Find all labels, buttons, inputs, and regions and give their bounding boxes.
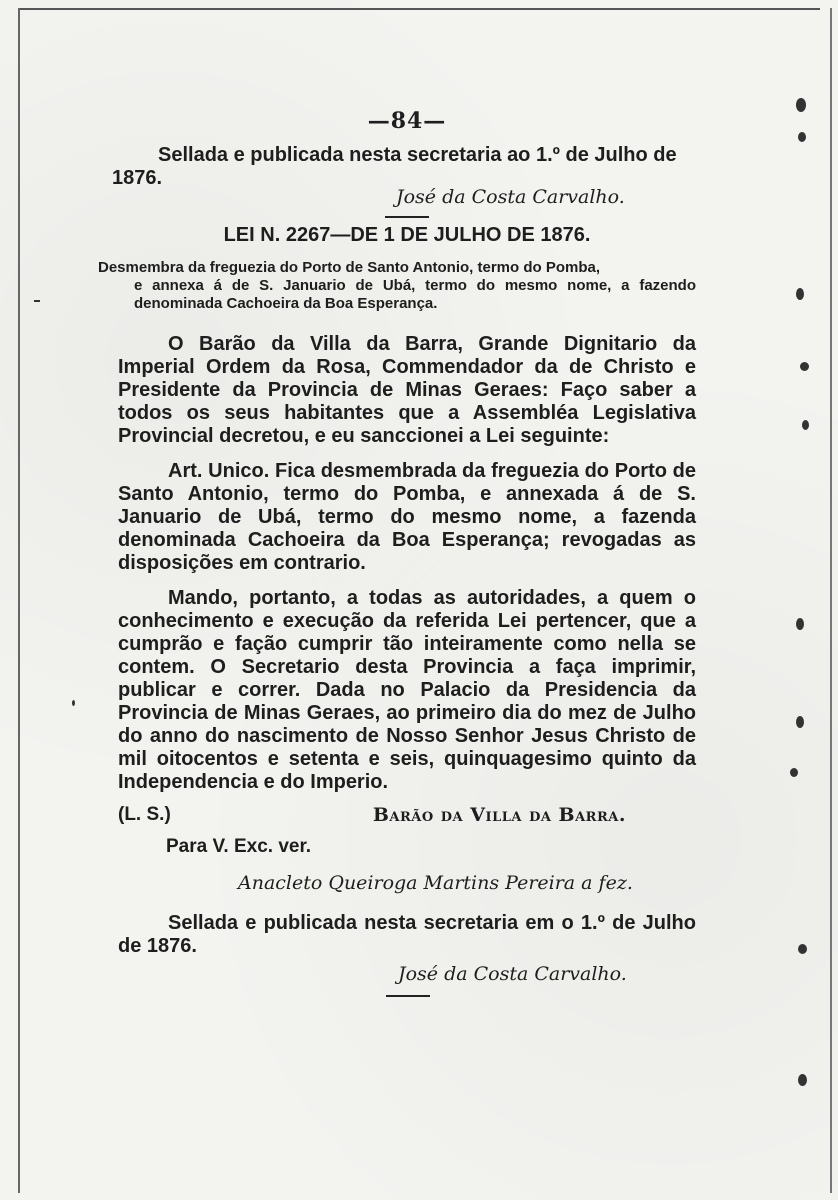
scan-speck xyxy=(798,944,807,954)
seal-mark: (L. S.) xyxy=(118,804,171,825)
final-divider-rule xyxy=(386,995,430,997)
clerk-line: Anacleto Queiroga Martins Pereira a fez. xyxy=(238,872,633,894)
scan-border-top xyxy=(20,8,820,10)
scan-speck xyxy=(802,420,809,430)
first-stamp-text: Sellada e publicada nesta secretaria ao 1.º de Julho de xyxy=(158,144,677,166)
law-mandate: Mando, portanto, a todas as autoridades, a quem o conhecimento e execução da referida Lei pertencer, que a cumprão e fação cumprir tão inteiramente como nella se contem. O Secretario desta Provincia a faça imprimir, publicar e correr. Dada no Palacio da Presidencia da Provincia de Minas Geraes, ao primeiro dia do mez de Julho do anno do nascimento de Nosso Senhor Jesus Christo de mil oitocentos e setenta e seis, quinquagesimo quinto da Independencia e do Imperio. xyxy=(118,587,696,793)
first-stamp-line xyxy=(158,144,696,167)
law-article: Art. Unico. Fica desmembrada da freguezia do Porto de Santo Antonio, termo do Pomba, e annexada á de S. Januario de Ubá, termo do mesmo nome, a fazenda denominada Cachoeira da Boa Esperança; revogadas as disposições em contrario. xyxy=(118,460,696,574)
scan-speck xyxy=(796,716,804,728)
page-number: —84— xyxy=(367,108,447,134)
scan-border-right xyxy=(830,8,832,1193)
signer-name: Barão da Villa da Barra. xyxy=(372,804,626,826)
law-title: LEI N. 2267—DE 1 DE JULHO DE 1876. xyxy=(223,224,591,246)
final-signature: José da Costa Carvalho. xyxy=(398,963,627,985)
scan-speck xyxy=(790,768,798,777)
law-preamble: O Barão da Villa da Barra, Grande Dignitario da Imperial Ordem da Rosa, Commendador da de Christo e Presidente da Provincia de Minas Geraes: Faço saber a todos os seus habitantes que a Assembléa Legislativa Provincial decretou, e eu sanccionei a Lei seguinte: xyxy=(118,333,696,447)
document-content xyxy=(98,108,696,1003)
first-signature: José da Costa Carvalho. xyxy=(396,186,625,208)
first-stamp-year: 1876. xyxy=(112,167,163,189)
law-summary xyxy=(98,259,696,313)
scan-speck xyxy=(72,700,75,706)
scan-speck xyxy=(800,362,809,371)
para-vexc-line: Para V. Exc. ver. xyxy=(166,836,312,857)
scan-speck xyxy=(796,618,804,630)
law-summary-line-1: Desmembra da freguezia do Porto de Santo Antonio, termo do Pomba, xyxy=(98,259,601,276)
scan-speck xyxy=(34,300,40,302)
seal-signer-line xyxy=(118,804,696,826)
scan-speck xyxy=(798,132,806,142)
scan-speck xyxy=(796,98,806,112)
scan-border-left xyxy=(18,8,20,1193)
law-summary-line-2: e annexa á de S. Januario de Ubá, termo do mesmo nome, a fazendo denominada Cachoeira da Boa Esperança. xyxy=(134,277,696,312)
scan-speck xyxy=(796,288,804,300)
scan-speck xyxy=(798,1074,807,1086)
final-stamp: Sellada e publicada nesta secretaria em o 1.º de Julho de 1876. xyxy=(118,912,696,957)
divider-rule xyxy=(385,216,429,218)
